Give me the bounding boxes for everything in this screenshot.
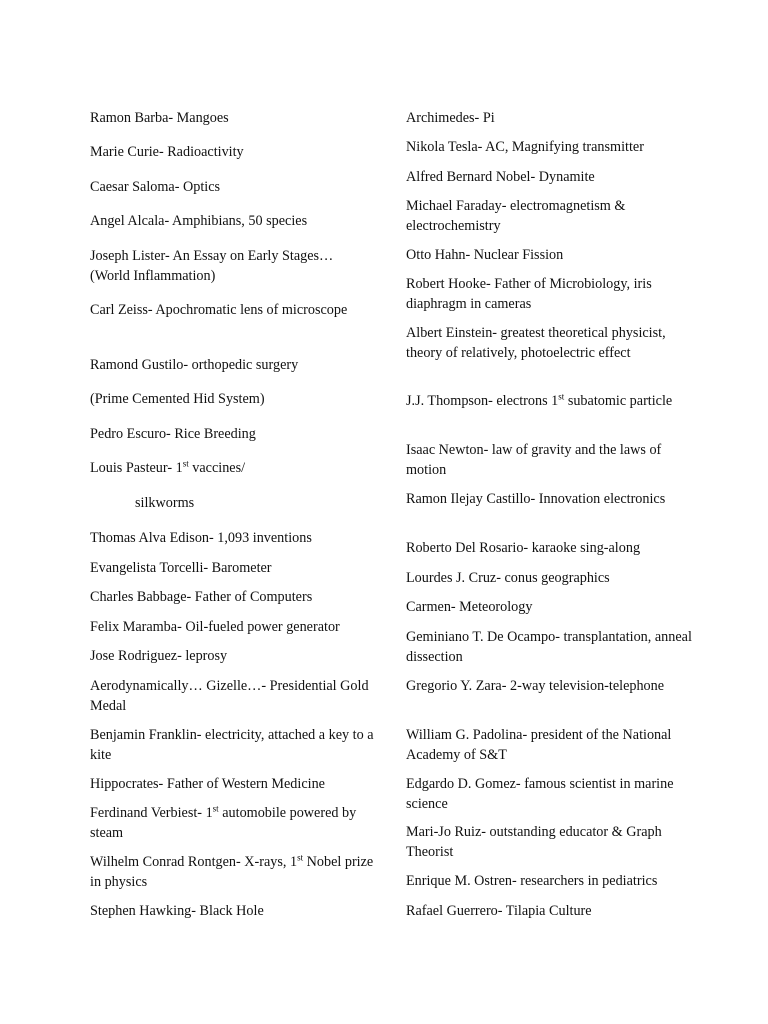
list-item: Ramond Gustilo- orthopedic surgery	[90, 357, 299, 373]
list-item: Gregorio Y. Zara- 2-way television-telephone	[406, 678, 665, 694]
list-item: Hippocrates- Father of Western Medicine	[90, 776, 325, 792]
list-item: Ramon Ilejay Castillo- Innovation electronics	[406, 491, 666, 507]
list-item: Edgardo D. Gomez- famous scientist in marine science	[406, 776, 674, 812]
list-item: Enrique M. Ostren- researchers in pediatrics	[406, 873, 658, 889]
list-item: Robert Hooke- Father of Microbiology, iris diaphragm in cameras	[406, 276, 652, 312]
list-item: Alfred Bernard Nobel- Dynamite	[406, 169, 595, 185]
list-item: Joseph Lister- An Essay on Early Stages… (World Inflammation)	[90, 248, 334, 284]
list-item: Isaac Newton- law of gravity and the laws of motion	[406, 442, 662, 478]
list-item: (Prime Cemented Hid System)	[90, 391, 265, 407]
list-item: Carmen- Meteorology	[406, 599, 533, 615]
list-item: Michael Faraday- electromagnetism & electrochemistry	[406, 198, 626, 234]
list-item: Stephen Hawking- Black Hole	[90, 903, 264, 919]
list-item: Otto Hahn- Nuclear Fission	[406, 247, 564, 263]
list-item: Wilhelm Conrad Rontgen- X-rays, 1st Nobel prize in physics	[90, 852, 374, 890]
list-item: Geminiano T. De Ocampo- transplantation, anneal dissection	[406, 629, 692, 665]
list-item: Lourdes J. Cruz- conus geographics	[406, 570, 610, 586]
list-item: Jose Rodriguez- leprosy	[90, 648, 228, 664]
list-item: Carl Zeiss- Apochromatic lens of microscope	[90, 302, 348, 318]
list-item: Louis Pasteur- 1st vaccines/	[90, 458, 246, 476]
list-item: Caesar Saloma- Optics	[90, 179, 221, 195]
list-item: Evangelista Torcelli- Barometer	[90, 560, 272, 576]
list-item: silkworms	[135, 495, 195, 511]
list-item: Rafael Guerrero- Tilapia Culture	[406, 903, 592, 919]
list-item: Aerodynamically… Gizelle…- Presidential Gold Medal	[90, 678, 369, 714]
list-item: Ferdinand Verbiest- 1st automobile powered by steam	[90, 803, 357, 841]
list-item: Benjamin Franklin- electricity, attached a key to a kite	[90, 727, 374, 763]
list-item: William G. Padolina- president of the National Academy of S&T	[406, 727, 672, 763]
list-item: Albert Einstein- greatest theoretical physicist, theory of relatively, photoelectric effect	[406, 325, 666, 361]
list-item: Nikola Tesla- AC, Magnifying transmitter	[406, 139, 644, 155]
list-item: Pedro Escuro- Rice Breeding	[90, 426, 256, 442]
list-item: Roberto Del Rosario- karaoke sing-along	[406, 540, 641, 556]
list-item: J.J. Thompson- electrons 1st subatomic particle	[406, 391, 673, 409]
list-item: Ramon Barba- Mangoes	[90, 110, 229, 126]
list-item: Charles Babbage- Father of Computers	[90, 589, 313, 605]
list-item: Archimedes- Pi	[406, 110, 495, 126]
list-item: Felix Maramba- Oil-fueled power generator	[90, 619, 340, 635]
list-item: Thomas Alva Edison- 1,093 inventions	[90, 530, 312, 546]
list-item: Mari-Jo Ruiz- outstanding educator & Graph Theorist	[406, 824, 662, 860]
list-item: Marie Curie- Radioactivity	[90, 144, 244, 160]
list-item: Angel Alcala- Amphibians, 50 species	[90, 213, 308, 229]
